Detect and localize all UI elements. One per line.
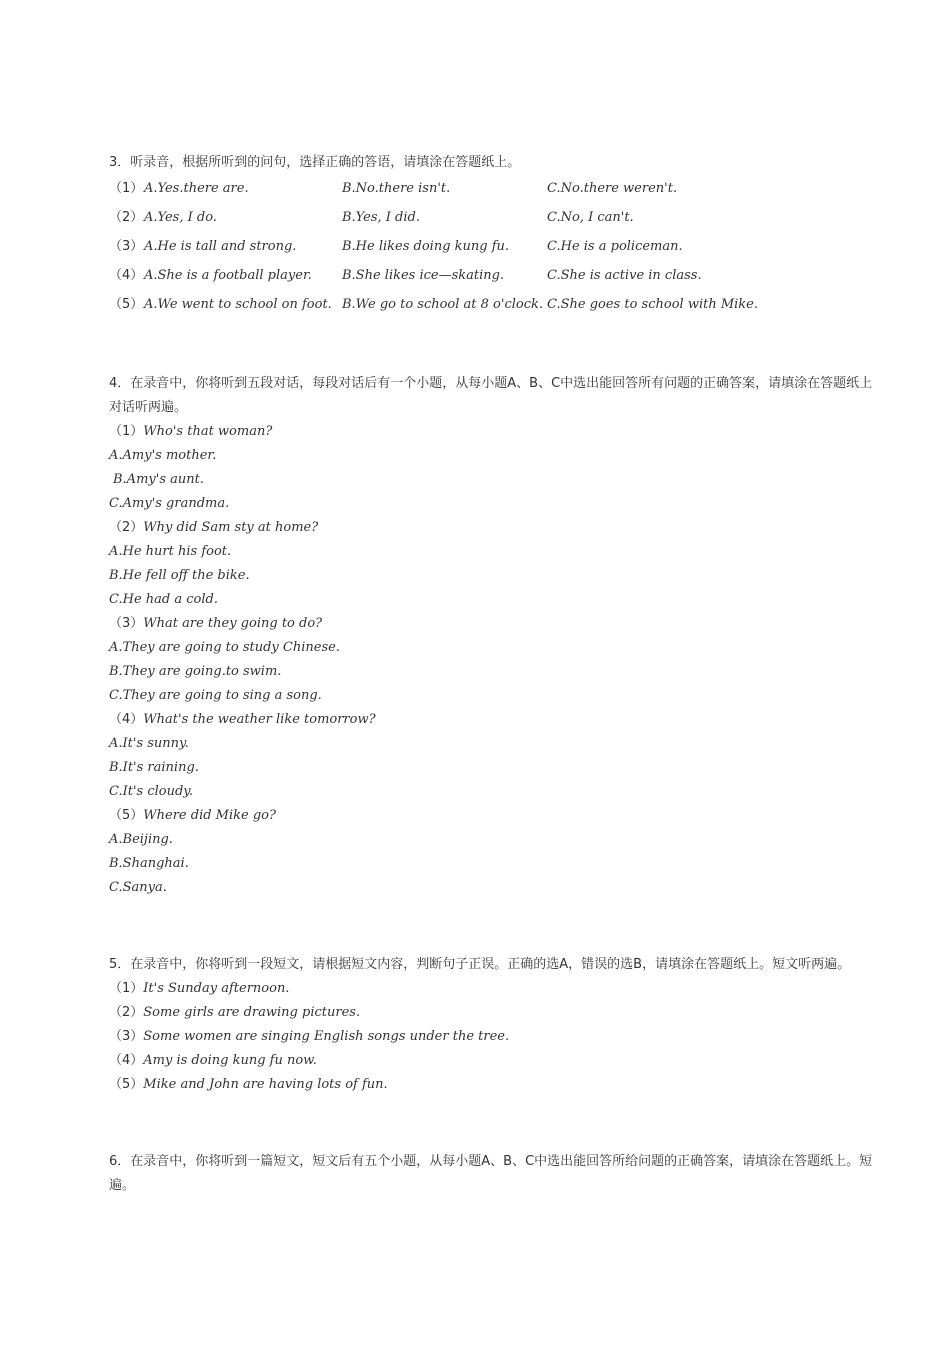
q3-option-b: B.Yes, I did.	[342, 210, 420, 225]
q3-title: 3．听录音，根据所听到的问句，选择正确的答语，请填涂在答题纸上。	[109, 155, 521, 170]
q5-item-number: （1）	[109, 981, 144, 996]
q3-option-a: A.We went to school on foot.	[144, 297, 332, 312]
q5-item-number: （4）	[109, 1053, 144, 1068]
q4-option-c: C.Sanya.	[109, 880, 167, 895]
q4-option-b: B.He fell off the bike.	[109, 568, 250, 583]
q6-title-line1: 6．在录音中，你将听到一篇短文，短文后有五个小题，从每小题A、B、C中选出能回答所给问题的正确答案，请填涂在答题纸上。短	[109, 1154, 873, 1169]
q3-option-b: B.He likes doing kung fu.	[342, 239, 510, 254]
q4-question-number: （2）	[109, 520, 144, 535]
q4-option-a: A.They are going to study Chinese.	[109, 640, 340, 655]
q4-option-b: B.Amy's aunt.	[113, 472, 204, 487]
q5-item-text: It's Sunday afternoon.	[143, 981, 290, 996]
q6-title-line2: 遍。	[109, 1178, 136, 1193]
q5-item-number: （2）	[109, 1005, 144, 1020]
q4-question-text: What are they going to do?	[143, 616, 323, 631]
q5-item-number: （5）	[109, 1077, 144, 1092]
q3-option-a: A.Yes.there are.	[144, 181, 249, 196]
q5-item-text: Some women are singing English songs under the tree.	[143, 1029, 510, 1044]
q3-row-number: （3）	[109, 239, 144, 254]
q4-option-a: A.Amy's mother.	[109, 448, 217, 463]
q4-question-number: （4）	[109, 712, 144, 727]
q4-question-number: （5）	[109, 808, 144, 823]
q4-question	[109, 807, 276, 825]
q4-option-a: A.It's sunny.	[109, 736, 189, 751]
q4-question	[109, 711, 376, 729]
q4-question	[109, 423, 272, 441]
q5-item	[109, 1052, 317, 1070]
q3-option-c: C.No.there weren't.	[547, 181, 678, 196]
q4-option-c: C.He had a cold.	[109, 592, 218, 607]
q3-option-c: C.No, I can't.	[547, 210, 634, 225]
q5-title: 5．在录音中，你将听到一段短文，请根据短文内容，判断句子正误。正确的选A，错误的选B，请填涂在答题纸上。短文听两遍。	[109, 957, 851, 972]
q3-option-a: A.She is a football player.	[144, 268, 312, 283]
q5-item-number: （3）	[109, 1029, 144, 1044]
q4-option-a: A.Beijing.	[109, 832, 173, 847]
q4-question	[109, 519, 318, 537]
q3-option-c: C.She goes to school with Mike.	[547, 297, 759, 312]
q4-option-c: C.It's cloudy.	[109, 784, 194, 799]
q4-title-line1: 4．在录音中，你将听到五段对话，每段对话后有一个小题，从每小题A、B、C中选出能回答所有问题的正确答案，请填涂在答题纸上	[109, 376, 873, 391]
q4-option-b: B.It's raining.	[109, 760, 199, 775]
q4-question-number: （1）	[109, 424, 144, 439]
q3-option-a: A.Yes, I do.	[144, 210, 217, 225]
q5-item-text: Mike and John are having lots of fun.	[143, 1077, 388, 1092]
q5-item-text: Some girls are drawing pictures.	[143, 1005, 361, 1020]
q3-option-c: C.He is a policeman.	[547, 239, 683, 254]
q3-option-c: C.She is active in class.	[547, 268, 702, 283]
q4-question	[109, 615, 322, 633]
q3-option-a: A.He is tall and strong.	[144, 239, 297, 254]
q5-item	[109, 1004, 360, 1022]
q5-item-text: Amy is doing kung fu now.	[143, 1053, 317, 1068]
q3-row-number: （4）	[109, 268, 144, 283]
q3-option-b: B.She likes ice—skating.	[342, 268, 505, 283]
q3-row-number: （1）	[109, 181, 144, 196]
q4-question-text: Why did Sam sty at home?	[143, 520, 319, 535]
q4-question-text: Who's that woman?	[143, 424, 273, 439]
q4-question-number: （3）	[109, 616, 144, 631]
q5-item	[109, 980, 289, 998]
q3-row-number: （2）	[109, 210, 144, 225]
q5-item	[109, 1076, 388, 1094]
q4-option-c: C.They are going to sing a song.	[109, 688, 322, 703]
q4-option-c: C.Amy's grandma.	[109, 496, 230, 511]
q4-title-line2: 对话听两遍。	[109, 400, 188, 415]
q4-option-a: A.He hurt his foot.	[109, 544, 232, 559]
q4-option-b: B.They are going.to swim.	[109, 664, 282, 679]
q4-question-text: What's the weather like tomorrow?	[143, 712, 376, 727]
q3-option-b: B.We go to school at 8 o'clock.	[342, 297, 544, 312]
q3-row-number: （5）	[109, 297, 144, 312]
q5-item	[109, 1028, 509, 1046]
q4-question-text: Where did Mike go?	[143, 808, 276, 823]
q3-option-b: B.No.there isn't.	[342, 181, 451, 196]
q4-option-b: B.Shanghai.	[109, 856, 189, 871]
